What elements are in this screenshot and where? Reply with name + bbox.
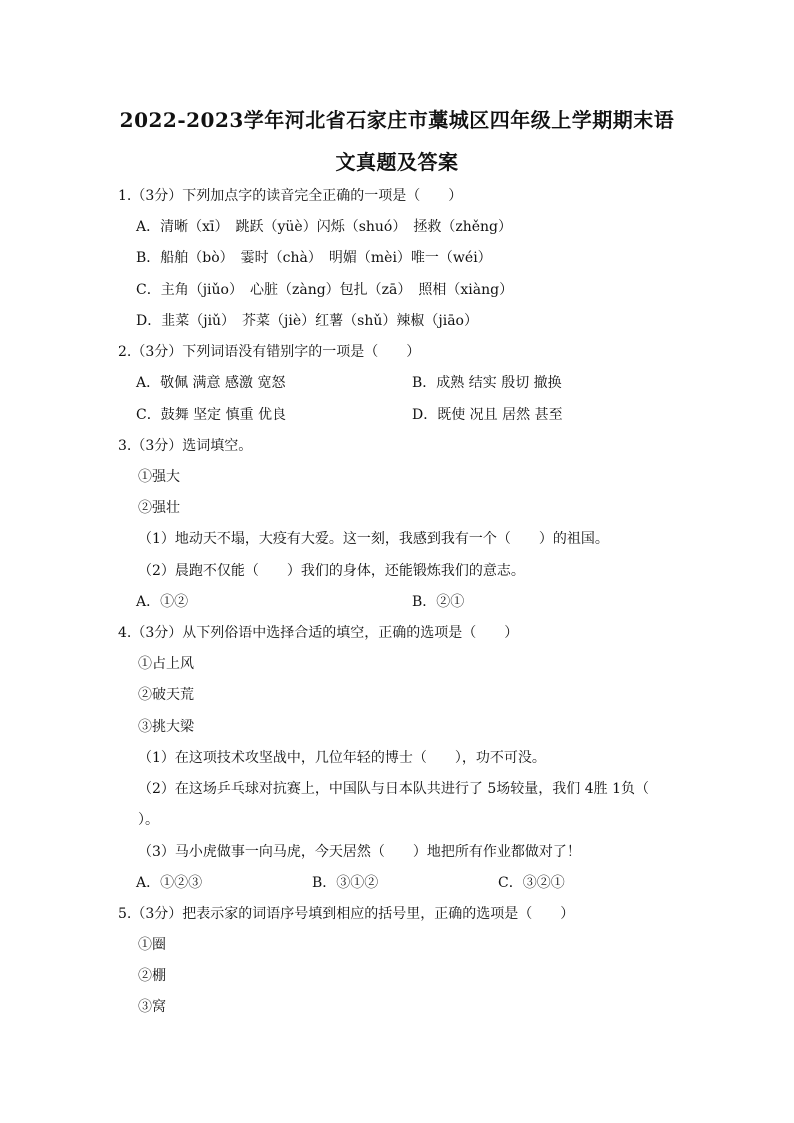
question-4-sentence-1: （1）在这项技术攻坚战中，几位年轻的博士（ ），功不可没。 <box>138 750 546 766</box>
document-title-line-2: 文真题及答案 <box>335 150 459 174</box>
question-2-option-d: D．既使 况且 居然 甚至 <box>412 407 563 423</box>
question-4-sentence-2: （2）在这场乒乓球对抗赛上，中国队与日本队共进行了 5场较量，我们 4胜 1负（ <box>138 781 649 797</box>
question-5-word-2: ②棚 <box>138 968 166 984</box>
question-5-word-1: ①圈 <box>138 937 166 953</box>
question-4-option-a: A．①②③ <box>136 875 203 891</box>
question-1-stem: 1.（3分）下列加点字的读音完全正确的一项是（ ） <box>118 188 463 204</box>
question-1-option-c: C．主角（jiǔo） 心脏（zàng）包扎（zā） 照相（xiàng） <box>136 282 514 298</box>
question-3-option-b: B．②① <box>412 594 465 610</box>
question-3-stem: 3.（3分）选词填空。 <box>118 438 253 454</box>
question-2-option-c: C．鼓舞 坚定 慎重 优良 <box>136 407 287 423</box>
question-4-option-b: B．③①② <box>312 875 379 891</box>
question-3-word-1: ①强大 <box>138 469 180 485</box>
question-3-sentence-1: （1）地动天不塌，大疫有大爱。这一刻，我感到我有一个（ ）的祖国。 <box>138 531 609 547</box>
question-4-sentence-3: （3）马小虎做事一向马虎，今天居然（ ）地把所有作业都做对了！ <box>138 844 581 860</box>
question-1-option-a: A．清晰（xī） 跳跃（yüè）闪烁（shuó） 拯救（zhěng） <box>136 219 512 235</box>
question-3-option-a: A．①② <box>136 594 189 610</box>
question-4-sentence-2-end: ）。 <box>138 812 159 828</box>
question-1-option-d: D．韭菜（jiǔ） 芥菜（jiè）红薯（shǔ）辣椒（jiāo） <box>136 313 478 329</box>
question-2-stem: 2.（3分）下列词语没有错别字的一项是（ ） <box>118 344 421 360</box>
question-1-option-b: B．船舶（bò） 霎时（chà） 明媚（mèi）唯一（wéi） <box>136 250 492 266</box>
question-5-word-3: ③窝 <box>138 999 166 1015</box>
question-4-word-2: ②破天荒 <box>138 687 194 703</box>
question-4-word-3: ③挑大梁 <box>138 719 194 735</box>
question-4-option-c: C．③②① <box>498 875 565 891</box>
question-5-stem: 5.（3分）把表示家的词语序号填到相应的括号里，正确的选项是（ ） <box>118 906 575 922</box>
document-title-line-1: 2022-2023学年河北省石家庄市藁城区四年级上学期期末语 <box>119 108 675 132</box>
question-2-option-b: B．成熟 结实 殷切 撤换 <box>412 375 562 391</box>
question-3-sentence-2: （2）晨跑不仅能（ ）我们的身体，还能锻炼我们的意志。 <box>138 563 525 579</box>
question-4-stem: 4.（3分）从下列俗语中选择合适的填空，正确的选项是（ ） <box>118 625 519 641</box>
question-2-option-a: A．敬佩 满意 感激 宽怒 <box>136 375 286 391</box>
question-3-word-2: ②强壮 <box>138 500 180 516</box>
question-4-word-1: ①占上风 <box>138 656 194 672</box>
